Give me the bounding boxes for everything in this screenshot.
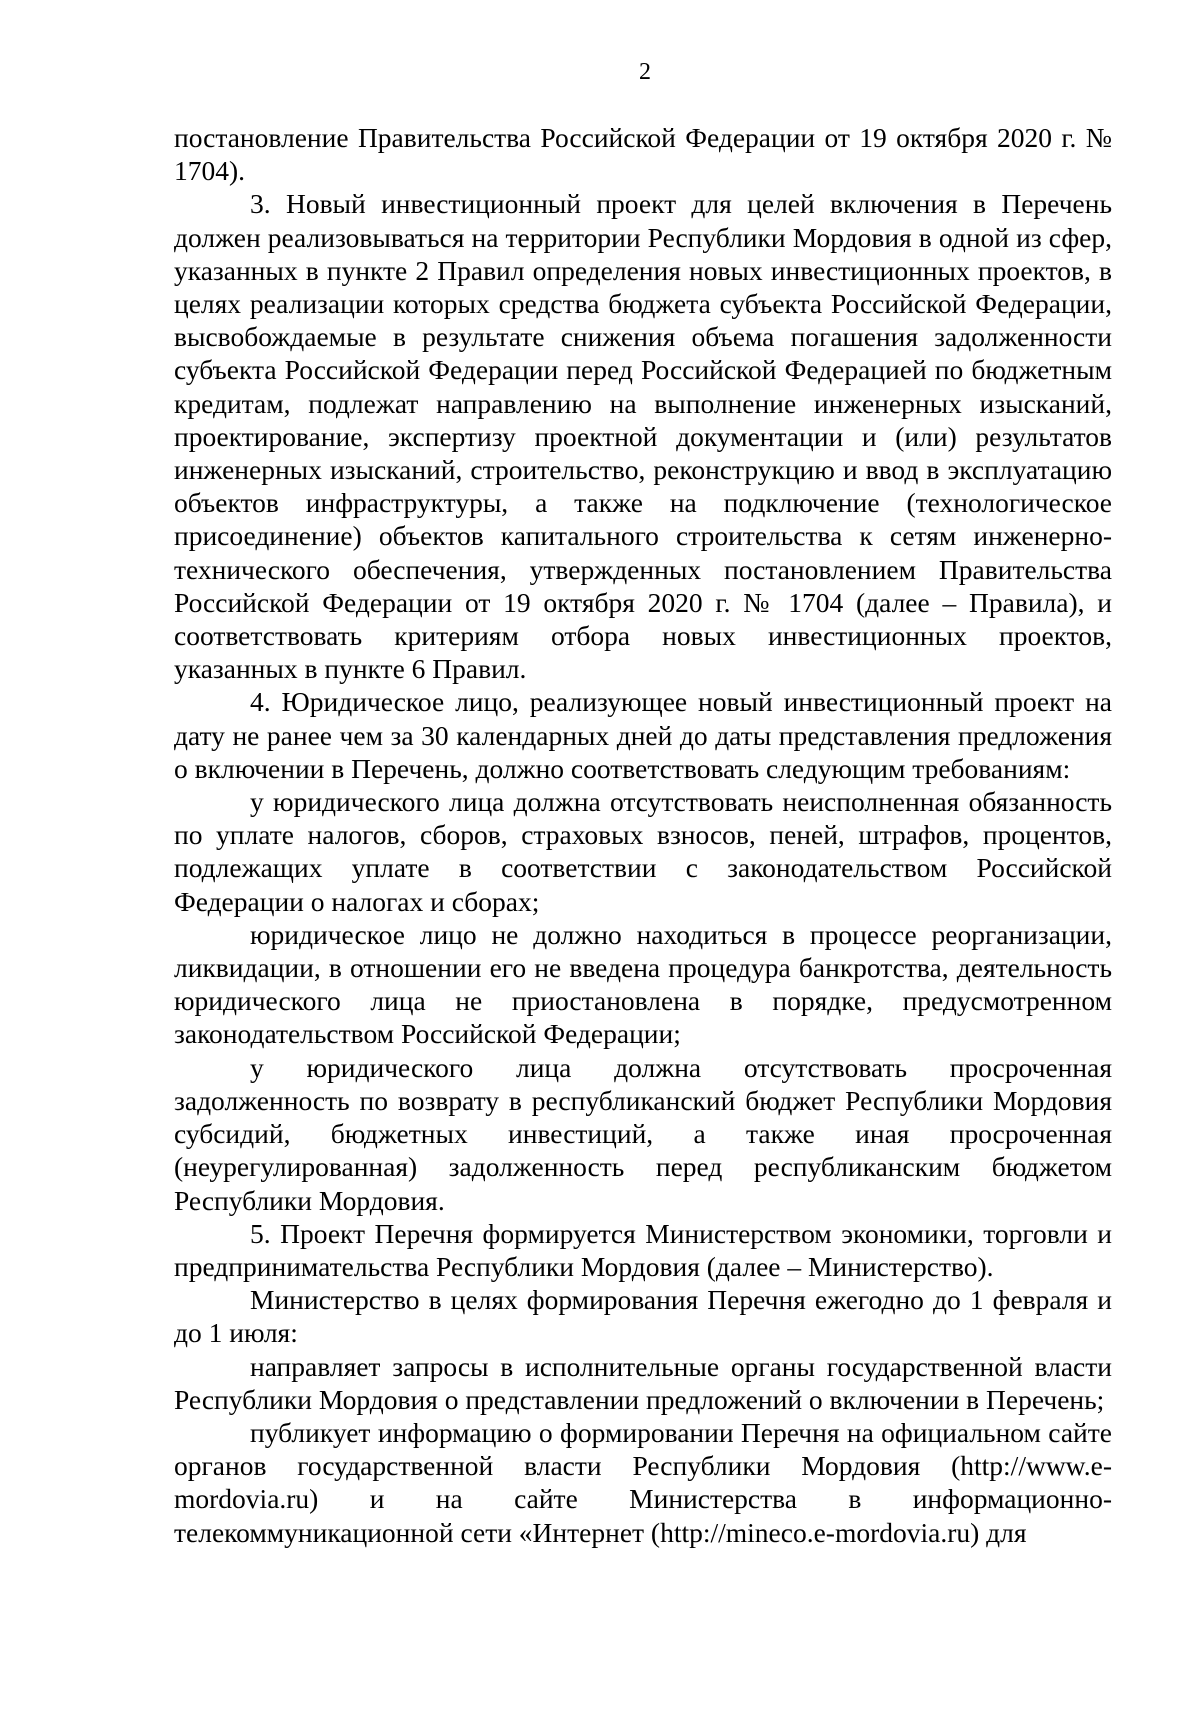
- paragraph: 3. Новый инвестиционный проект для целей включения в Перечень должен реализовываться на территории Республики Мордовия в одной из сфер, указанных в пункте 2 Правил определения новых инвестиционных проектов, в целях реализации которых средства бюджета субъекта Российской Федерации, высвобождаемые в результате снижения объема погашения задолженности субъекта Российской Федерации перед Российской Федерацией по бюджетным кредитам, подлежат направлению на выполнение инженерных изысканий, проектирование, экспертизу проектной документации и (или) результатов инженерных изысканий, строительство, реконструкцию и ввод в эксплуатацию объектов инфраструктуры, а также на подключение (технологическое присоединение) объектов капитального строительства к сетям инженерно-технического обеспечения, утвержденных постановлением Правительства Российской Федерации от 19 октября 2020 г. № 1704 (далее – Правила), и соответствовать критериям отбора новых инвестиционных проектов, указанных в пункте 6 Правил.: [174, 188, 1112, 685]
- paragraph: Министерство в целях формирования Перечня ежегодно до 1 февраля и до 1 июля:: [174, 1284, 1112, 1349]
- paragraph: постановление Правительства Российской Федерации от 19 октября 2020 г. № 1704).: [174, 122, 1112, 187]
- paragraph: 4. Юридическое лицо, реализующее новый инвестиционный проект на дату не ранее чем за 30 календарных дней до даты представления предложения о включении в Перечень, должно соответствовать следующим требованиям:: [174, 686, 1112, 784]
- page-number: 2: [639, 59, 651, 85]
- paragraph: у юридического лица должна отсутствовать неисполненная обязанность по уплате налогов, сборов, страховых взносов, пеней, штрафов, процентов, подлежащих уплате в соответствии с законодательством Российской Федерации о налогах и сборах;: [174, 786, 1112, 917]
- paragraph: направляет запросы в исполнительные органы государственной власти Республики Мордовия о представлении предложений о включении в Перечень;: [174, 1350, 1112, 1415]
- document-body: [174, 121, 1112, 1549]
- paragraph: юридическое лицо не должно находиться в процессе реорганизации, ликвидации, в отношении его не введена процедура банкротства, деятельность юридического лица не приостановлена в порядке, предусмотренном законодательством Российской Федерации;: [174, 918, 1112, 1050]
- paragraph: публикует информацию о формировании Перечня на официальном сайте органов государственной власти Республики Мордовия (http://www.e-mordovia.ru) и на сайте Министерства в информационно-телекоммуникационной сети «Интернет (http://mineco.e-mordovia.ru) для: [174, 1416, 1112, 1548]
- paragraph: у юридического лица должна отсутствовать просроченная задолженность по возврату в республиканский бюджет Республики Мордовия субсидий, бюджетных инвестиций, а также иная просроченная (неурегулированная) задолженность перед республиканским бюджетом Республики Мордовия.: [174, 1051, 1112, 1216]
- paragraph: 5. Проект Перечня формируется Министерством экономики, торговли и предпринимательства Республики Мордовия (далее – Министерство).: [174, 1217, 1112, 1282]
